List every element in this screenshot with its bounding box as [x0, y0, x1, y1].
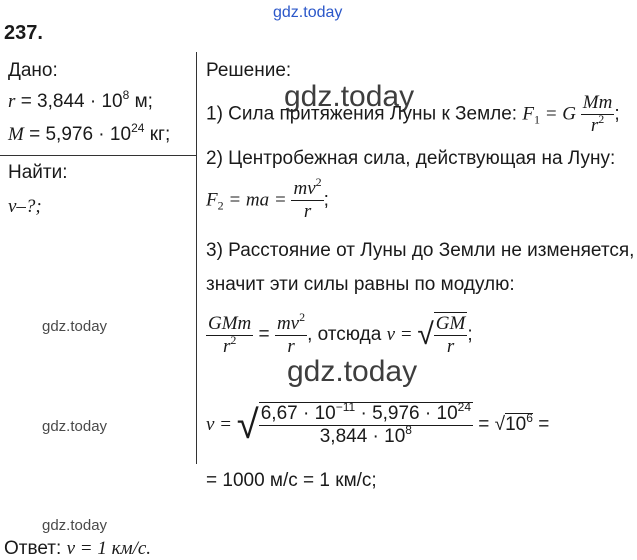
watermark-small-3: gdz.today	[42, 517, 108, 534]
step1-numerator: Mm	[582, 92, 613, 113]
find-title: Найти:	[8, 162, 68, 183]
eq-lhs-fraction	[206, 313, 253, 358]
eq-sign: =	[253, 324, 275, 346]
step3-line1: 3) Расстояние от Луны до Земли не изменяется,	[206, 240, 635, 261]
calc-eq3: =	[532, 414, 550, 436]
calc-eq2: =	[473, 414, 495, 436]
step2-num-exp: 2	[315, 175, 322, 189]
given-M-symbol: M	[8, 124, 24, 145]
step2-end: ;	[323, 189, 329, 211]
calc-sqrt-symbol: √	[236, 403, 259, 447]
answer	[4, 538, 151, 560]
step1-end: ;	[614, 103, 620, 125]
given-M-value: = 5,976 · 10	[29, 124, 132, 145]
eq-rhs-num-exp: 2	[299, 309, 306, 324]
calc-num-a: 6,67 · 10	[260, 403, 336, 424]
calc-num-mid: · 5,976 · 10	[355, 403, 458, 424]
calc-sqrt2	[505, 413, 533, 435]
answer-label: Ответ:	[4, 538, 62, 559]
step2-numerator: mv	[293, 178, 316, 199]
result-line: = 1000 м/с = 1 км/с;	[206, 470, 377, 491]
equality-formula	[206, 309, 473, 358]
step2-fraction	[291, 175, 323, 223]
sqrt-denominator: r	[434, 335, 468, 358]
given-r-value: = 3,844 · 10	[20, 91, 123, 112]
find-value: v–?;	[8, 196, 42, 217]
solution-title: Решение:	[206, 60, 292, 81]
problem-number-value: 237	[4, 22, 38, 44]
calc-den-exp: 8	[405, 423, 412, 437]
eq-end: ;	[467, 324, 473, 346]
watermark-big-1: gdz.today	[284, 80, 415, 113]
sqrt-symbol: √	[417, 318, 434, 351]
eq-rhs-fraction	[275, 309, 307, 358]
calc-num-exp1: −11	[335, 400, 356, 414]
problem-number: 237.	[4, 22, 43, 44]
calc-fraction	[259, 402, 473, 448]
step2-text: 2) Центробежная сила, действующая на Луну:	[206, 148, 616, 169]
watermark-big-2: gdz.today	[287, 355, 418, 388]
eq-hence-text: , отсюда	[307, 324, 387, 346]
step1-denominator: r	[590, 115, 599, 136]
watermark-top: gdz.today	[273, 4, 343, 21]
calc-sqrt2-exp: 6	[526, 411, 533, 426]
step1-force-sub: 1	[533, 112, 540, 127]
calc-num-exp2: 24	[457, 400, 471, 414]
given-divider	[0, 155, 196, 156]
sqrt-fraction	[434, 312, 468, 358]
step2-formula	[206, 175, 329, 223]
eq-lhs-numerator: GMm	[208, 312, 252, 334]
vertical-divider	[196, 52, 197, 464]
step3-line2: значит эти силы равны по модулю:	[206, 274, 515, 295]
given-M-exp: 24	[131, 121, 145, 135]
step2-denominator: r	[291, 200, 323, 223]
given-M-unit: кг;	[144, 124, 171, 145]
eq-v: v =	[386, 324, 418, 346]
given-title: Дано:	[8, 60, 58, 81]
calc-den: 3,844 · 10	[319, 426, 406, 447]
calc-sqrt2-base: 10	[505, 414, 527, 436]
given-r-symbol: r	[8, 91, 16, 112]
eq-rhs-numerator: mv	[276, 312, 300, 334]
given-r-exp: 8	[122, 88, 130, 102]
step1-fraction	[581, 92, 615, 137]
answer-value: v = 1 км/с.	[66, 538, 152, 559]
step2-eq: = ma =	[223, 189, 292, 211]
step1-den-exp: 2	[598, 112, 605, 126]
step2-force-sub: 2	[217, 198, 224, 213]
sqrt-numerator: GM	[435, 313, 466, 334]
calc-sqrt2-symbol: √	[494, 414, 506, 436]
given-M	[8, 121, 171, 146]
step1-force-symbol: F	[522, 103, 534, 125]
step1-text: 1) Сила притяжения Луны к Земле:	[206, 103, 518, 125]
given-r-unit: м;	[129, 91, 153, 112]
eq-lhs-denominator: r	[222, 335, 231, 357]
calc-v: v =	[206, 414, 237, 436]
step2-force-symbol: F	[206, 189, 218, 211]
given-r	[8, 88, 153, 113]
eq-lhs-den-exp: 2	[230, 332, 237, 347]
watermark-small-1: gdz.today	[42, 318, 108, 335]
watermark-small-2: gdz.today	[42, 418, 108, 435]
calc-formula	[206, 402, 549, 448]
step1-eq: = G	[539, 103, 581, 125]
eq-rhs-denominator: r	[275, 335, 307, 358]
